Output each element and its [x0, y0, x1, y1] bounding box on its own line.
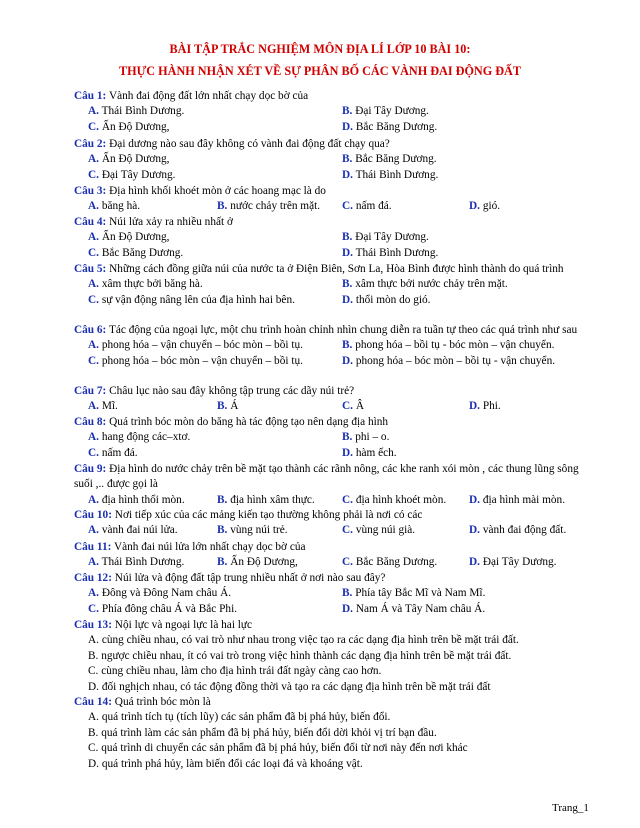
option-letter: C.	[88, 665, 99, 678]
option-text: địa hình thổi mòn.	[101, 493, 185, 506]
option-text: Â	[355, 400, 364, 413]
question-number: Câu 4:	[74, 216, 107, 228]
option-letter: D.	[88, 757, 99, 770]
option-text: Bắc Băng Dương.	[355, 556, 438, 569]
question-text: Quá trình bóc mòn là	[111, 696, 211, 708]
option-letter: D.	[342, 354, 353, 367]
question-stem	[74, 184, 584, 199]
question-13	[74, 618, 584, 695]
answer-option-c	[342, 555, 437, 570]
option-row	[74, 399, 584, 414]
answer-option-a	[88, 152, 169, 167]
option-letter: D.	[469, 200, 480, 213]
question-number: Câu 13:	[74, 619, 112, 631]
option-text: Thái Bình Dương.	[101, 556, 185, 569]
option-letter: C.	[88, 120, 99, 133]
answer-option-c	[88, 665, 381, 677]
option-text: vành đai núi lửa.	[101, 524, 178, 537]
option-letter: B.	[217, 493, 228, 506]
option-letter: A.	[88, 556, 99, 569]
question-6	[74, 323, 584, 369]
option-letter: D.	[342, 293, 353, 306]
option-letter: A.	[88, 493, 99, 506]
answer-option-c	[342, 523, 415, 538]
answer-option-c	[88, 168, 176, 183]
option-text: vùng núi già.	[355, 524, 416, 537]
question-stem	[74, 618, 584, 633]
option-text: nấm đá.	[101, 446, 138, 459]
option-letter: B.	[342, 231, 353, 244]
question-number: Câu 6:	[74, 324, 107, 336]
option-row	[74, 430, 584, 445]
option-text: địa hình xâm thực.	[230, 493, 315, 506]
option-text: hang động các–xtơ.	[101, 431, 191, 444]
option-letter: B.	[342, 105, 353, 118]
question-number: Câu 5:	[74, 263, 107, 275]
option-text: xâm thực bởi nước chảy trên mặt.	[355, 278, 508, 291]
option-letter: B.	[217, 524, 228, 537]
question-text: Vành đai núi lửa lớn nhất chạy dọc bờ của	[111, 541, 306, 553]
option-text: băng hà.	[101, 200, 141, 213]
option-text: nấm đá.	[355, 200, 392, 213]
option-text: Thái Bình Dương.	[355, 246, 439, 259]
question-12	[74, 571, 584, 617]
option-text: gió.	[482, 200, 501, 213]
answer-option-d	[469, 493, 565, 508]
option-text: Nam Á và Tây Nam châu Á.	[355, 602, 486, 615]
answer-option-b	[342, 586, 485, 601]
option-row	[74, 664, 584, 679]
option-text: cùng chiều nhau, có vai trò như nhau trong việc tạo ra các dạng địa hình trên bề mặt trái đất.	[101, 634, 519, 647]
answer-option-d	[342, 168, 438, 183]
question-9	[74, 462, 584, 508]
question-3	[74, 184, 584, 215]
option-letter: A.	[88, 278, 99, 291]
option-text: quá trình làm các sản phẩm đã bị phá hủy, biến đổi dời khỏi vị trí bạn đầu.	[101, 726, 437, 739]
option-row	[74, 555, 584, 570]
answer-option-a	[88, 277, 203, 292]
question-8	[74, 415, 584, 461]
option-row	[74, 757, 584, 772]
question-text: Nội lực và ngoại lực là hai lực	[111, 619, 253, 631]
option-letter: C.	[342, 556, 353, 569]
answer-option-c	[88, 602, 237, 617]
option-letter: C.	[88, 446, 99, 459]
answer-option-b	[217, 523, 288, 538]
question-stem	[74, 415, 584, 430]
answer-option-c	[342, 199, 392, 214]
option-row	[74, 710, 584, 725]
title-line-2: THỰC HÀNH NHẬN XÉT VỀ SỰ PHÂN BỐ CÁC VÀNH ĐAI ĐỘNG ĐẤT	[119, 64, 521, 78]
option-letter: D.	[88, 680, 99, 693]
option-text: phong hóa – vận chuyển – bóc mòn – bồi tụ.	[101, 339, 303, 352]
option-letter: A.	[88, 711, 99, 724]
option-letter: C.	[88, 168, 99, 181]
option-text: Thái Bình Dương.	[355, 168, 439, 181]
answer-option-d	[469, 555, 557, 570]
question-10	[74, 508, 584, 539]
option-row	[74, 446, 584, 461]
option-row	[74, 726, 584, 741]
answer-option-b	[342, 152, 437, 167]
option-text: Ấn Độ Dương,	[101, 153, 170, 166]
option-text: Đại Tây Dương.	[355, 231, 429, 244]
answer-option-a	[88, 555, 184, 570]
question-stem	[74, 215, 584, 230]
answer-option-b	[342, 104, 429, 119]
option-letter: C.	[342, 400, 353, 413]
option-row	[74, 493, 584, 508]
option-row	[74, 120, 584, 135]
option-text: thổi mòn do gió.	[355, 293, 431, 306]
answer-option-d	[88, 681, 491, 693]
option-letter: B.	[88, 726, 99, 739]
option-letter: A.	[88, 431, 99, 444]
answer-option-c	[88, 293, 295, 308]
option-row	[74, 230, 584, 245]
answer-option-b	[342, 277, 508, 292]
question-text: Núi lửa và động đất tập trung nhiều nhất ở nơi nào sau đây?	[111, 572, 386, 584]
title-line-1: BÀI TẬP TRẮC NGHIỆM MÔN ĐỊA LÍ LỚP 10 BÀI 10:	[169, 42, 471, 56]
answer-option-c	[342, 493, 446, 508]
option-row	[74, 586, 584, 601]
answer-option-b	[217, 399, 238, 414]
question-number: Câu 2:	[74, 138, 107, 150]
question-number: Câu 11:	[74, 541, 112, 553]
option-row	[74, 199, 584, 214]
answer-option-b	[342, 230, 429, 245]
option-letter: A.	[88, 339, 99, 352]
question-number: Câu 10:	[74, 509, 112, 521]
option-letter: D.	[342, 602, 353, 615]
option-text: Đại Tây Dương.	[482, 556, 557, 569]
question-text: Nơi tiếp xúc của các mảng kiến tạo thường không phải là nơi có các	[111, 509, 423, 521]
answer-option-d	[342, 446, 397, 461]
question-number: Câu 12:	[74, 572, 112, 584]
option-text: địa hình mài mòn.	[482, 493, 566, 506]
question-text: Châu lục nào sau đây không tập trung các dãy núi trẻ?	[106, 385, 355, 397]
option-letter: B.	[217, 400, 228, 413]
answer-option-a	[88, 523, 178, 538]
option-letter: D.	[342, 168, 353, 181]
answer-option-a	[88, 104, 184, 119]
option-row	[74, 602, 584, 617]
option-letter: A.	[88, 587, 99, 600]
answer-option-c	[88, 246, 183, 261]
option-text: phi – o.	[355, 431, 390, 444]
answer-option-d	[88, 758, 363, 770]
option-letter: D.	[342, 120, 353, 133]
option-letter: D.	[342, 446, 353, 459]
option-row	[74, 523, 584, 538]
answer-option-b	[217, 199, 320, 214]
option-letter: A.	[88, 400, 99, 413]
option-letter: D.	[469, 556, 480, 569]
answer-option-a	[88, 493, 185, 508]
question-number: Câu 8:	[74, 416, 107, 428]
answer-option-b	[342, 338, 554, 353]
answer-option-c	[342, 399, 364, 414]
answer-option-c	[88, 120, 169, 135]
option-letter: B.	[88, 649, 99, 662]
option-row	[74, 741, 584, 756]
answer-option-d	[469, 199, 500, 214]
answer-option-c	[88, 742, 468, 754]
answer-option-b	[217, 555, 298, 570]
option-text: Bắc Băng Dương.	[355, 120, 438, 133]
question-text: Đại dương nào sau đây không có vành đai động đất chạy qua?	[106, 138, 390, 150]
question-text: Địa hình do nước chảy trên bề mặt tạo thành các rãnh nông, các khe ranh xói mòn , các thung lũng sông suối ,.. được gọi là	[74, 463, 579, 491]
answer-option-b	[88, 727, 437, 739]
question-14	[74, 695, 584, 772]
option-letter: B.	[342, 339, 353, 352]
option-text: phong hóa – bóc mòn – bồi tụ - vận chuyển.	[355, 354, 556, 367]
option-letter: C.	[342, 493, 353, 506]
option-text: Đại Tây Dương.	[355, 105, 429, 118]
option-text: Đại Tây Dương.	[101, 168, 176, 181]
question-stem	[74, 262, 584, 277]
answer-option-a	[88, 338, 303, 353]
option-text: cùng chiều nhau, làm cho địa hình trái đất ngày càng cao hơn.	[101, 665, 382, 678]
option-row	[74, 633, 584, 648]
option-letter: B.	[217, 556, 228, 569]
question-text: Vành đai động đất lớn nhất chạy dọc bờ của	[106, 90, 309, 102]
answer-option-a	[88, 586, 231, 601]
question-text: Tác động của ngoại lực, một chu trình hoàn chỉnh nhìn chung diễn ra tuần tự theo các quá trình như sau	[106, 324, 578, 336]
question-number: Câu 9:	[74, 463, 107, 475]
option-text: quá trình tích tụ (tích lũy) các sản phẩm đã bị phá hủy, biến đổi.	[101, 711, 391, 724]
option-text: vùng núi trẻ.	[230, 524, 288, 537]
option-text: Phía tây Bắc Mĩ và Nam Mĩ.	[355, 587, 486, 600]
option-text: xâm thực bởi băng hà.	[101, 278, 203, 291]
option-letter: A.	[88, 634, 99, 647]
option-letter: C.	[88, 742, 99, 755]
answer-option-d	[342, 354, 555, 369]
option-letter: C.	[88, 354, 99, 367]
question-1	[74, 89, 584, 135]
answer-option-d	[469, 523, 566, 538]
option-letter: B.	[342, 278, 353, 291]
question-4	[74, 215, 584, 261]
option-row	[74, 338, 584, 353]
answer-option-b	[217, 493, 315, 508]
option-letter: A.	[88, 200, 99, 213]
option-letter: B.	[342, 431, 353, 444]
option-text: phong hóa – bóc mòn – vận chuyển – bồi tụ.	[101, 354, 303, 367]
option-row	[74, 293, 584, 308]
option-row	[74, 649, 584, 664]
option-letter: C.	[88, 246, 99, 259]
option-text: Phi.	[482, 400, 501, 413]
answer-option-a	[88, 230, 169, 245]
option-text: sự vận động nâng lên của địa hình hai bên.	[101, 293, 295, 306]
answer-option-d	[469, 399, 501, 414]
question-5	[74, 262, 584, 308]
option-text: Mĩ.	[101, 400, 118, 413]
option-row	[74, 104, 584, 119]
question-2	[74, 137, 584, 183]
option-letter: D.	[469, 524, 480, 537]
option-text: Á	[230, 400, 239, 413]
option-row	[74, 246, 584, 261]
option-letter: A.	[88, 105, 99, 118]
option-letter: A.	[88, 231, 99, 244]
option-text: Bắc Băng Dương.	[101, 246, 184, 259]
answer-option-a	[88, 711, 390, 723]
option-letter: B.	[342, 587, 353, 600]
question-stem	[74, 462, 584, 493]
answer-option-a	[88, 199, 140, 214]
answer-option-a	[88, 634, 519, 646]
option-text: đối nghịch nhau, có tác động đồng thời và tạo ra các dạng địa hình trên bề mặt trái đất	[101, 680, 491, 693]
option-row	[74, 354, 584, 369]
option-row	[74, 168, 584, 183]
question-text: Những cách đồng giữa núi của nước ta ở Điện Biên, Sơn La, Hòa Bình được hình thành do quá trình	[106, 263, 564, 275]
answer-option-b	[342, 430, 389, 445]
question-number: Câu 1:	[74, 90, 107, 102]
option-text: phong hóa – bồi tụ - bóc mòn – vận chuyển.	[355, 339, 555, 352]
option-text: quá trình di chuyển các sản phẩm đã bị phá hủy, biến đổi từ nơi này đến nơi khác	[101, 742, 468, 755]
question-stem	[74, 508, 584, 523]
answer-option-d	[342, 246, 438, 261]
option-text: Ấn Độ Dương,	[230, 556, 298, 569]
option-text: Thái Bình Dương.	[101, 105, 185, 118]
option-text: hàm ếch.	[355, 446, 397, 459]
answer-option-d	[342, 293, 431, 308]
answer-option-a	[88, 430, 190, 445]
option-row	[74, 152, 584, 167]
question-stem	[74, 384, 584, 399]
option-letter: C.	[88, 293, 99, 306]
question-stem	[74, 571, 584, 586]
option-letter: D.	[342, 246, 353, 259]
option-letter: A.	[88, 153, 99, 166]
option-text: địa hình khoét mòn.	[355, 493, 447, 506]
question-7	[74, 384, 584, 415]
option-letter: B.	[217, 200, 228, 213]
question-text: Núi lửa xảy ra nhiều nhất ở	[106, 216, 233, 228]
question-text: Địa hình khối khoét mòn ở các hoang mạc là do	[106, 185, 326, 197]
question-stem	[74, 540, 584, 555]
option-letter: C.	[88, 602, 99, 615]
option-letter: A.	[88, 524, 99, 537]
option-text: nước chảy trên mặt.	[230, 200, 321, 213]
question-text: Quá trình bóc mòn do băng hà tác động tạo nên dạng địa hình	[106, 416, 389, 428]
question-number: Câu 14:	[74, 696, 112, 708]
option-letter: C.	[342, 200, 353, 213]
question-stem	[74, 89, 584, 104]
answer-option-c	[88, 446, 138, 461]
option-text: Đông và Đông Nam châu Á.	[101, 587, 232, 600]
question-stem	[74, 695, 584, 710]
answer-option-d	[342, 602, 485, 617]
option-text: Bắc Băng Dương.	[355, 153, 437, 166]
option-text: Ấn Độ Dương,	[101, 120, 170, 133]
question-stem	[74, 137, 584, 152]
option-text: Phía đông châu Á và Bắc Phi.	[101, 602, 238, 615]
option-letter: B.	[342, 153, 353, 166]
answer-option-b	[88, 650, 511, 662]
answer-option-d	[342, 120, 437, 135]
answer-option-c	[88, 354, 303, 369]
option-letter: D.	[469, 400, 480, 413]
question-stem	[74, 323, 584, 338]
question-11	[74, 540, 584, 571]
option-letter: D.	[469, 493, 480, 506]
option-text: vành đai động đất.	[482, 524, 567, 537]
option-text: ngược chiều nhau, ít có vai trò trong việc hình thành các dạng địa hình trên bề mặt trái đất.	[101, 649, 512, 662]
option-text: Ấn Độ Dương,	[101, 231, 170, 244]
page-footer: Trang_1	[552, 802, 589, 814]
option-text: quá trình phá hủy, làm biến đổi các loại đá và khoáng vật.	[101, 757, 363, 770]
option-letter: C.	[342, 524, 353, 537]
question-number: Câu 7:	[74, 385, 107, 397]
answer-option-a	[88, 399, 118, 414]
option-row	[74, 277, 584, 292]
question-number: Câu 3:	[74, 185, 107, 197]
option-row	[74, 680, 584, 695]
